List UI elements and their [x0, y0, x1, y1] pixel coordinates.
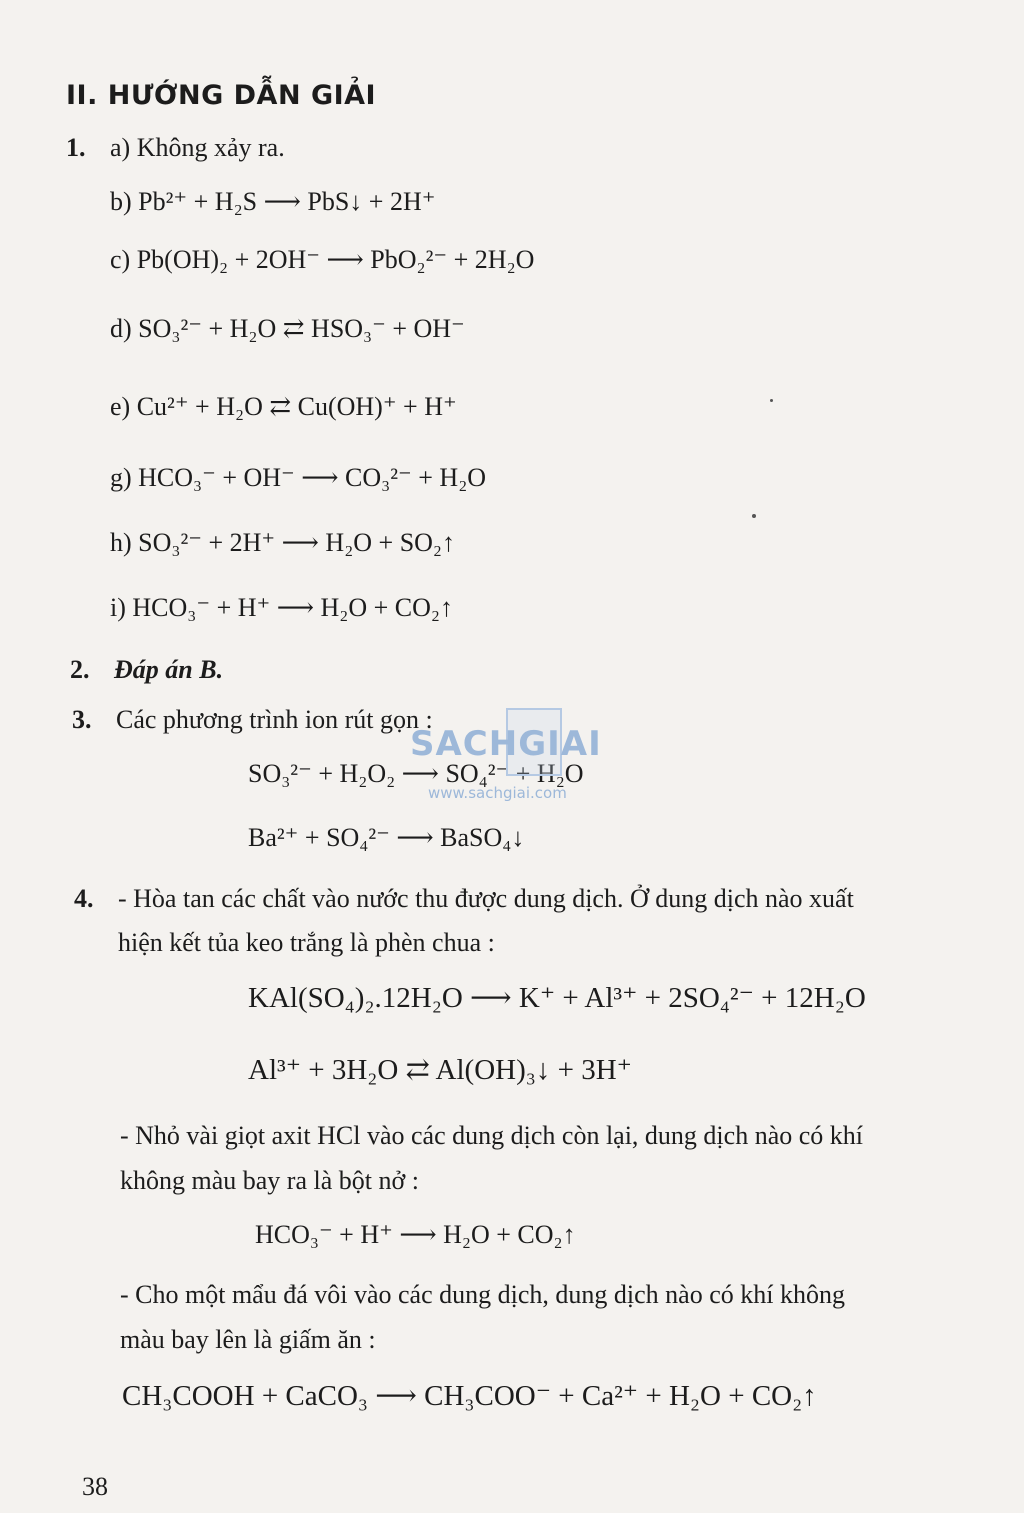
q3-intro: Các phương trình ion rút gọn :: [116, 705, 433, 734]
q1-part-c: c) Pb(OH)₂ + 2OH⁻ ⟶ PbO₂²⁻ + 2H₂O: [110, 245, 535, 274]
q4-equation-2: Al³⁺ + 3H₂O ⇄ Al(OH)₃↓ + 3H⁺: [248, 1054, 632, 1086]
q4-paragraph-2-line-1: - Nhỏ vài giọt axit HCl vào các dung dịch còn lại, dung dịch nào có khí: [120, 1121, 863, 1150]
q4-paragraph-1-line-2: hiện kết tủa keo trắng là phèn chua :: [118, 928, 495, 957]
page-number: 38: [82, 1472, 108, 1501]
q3-equation-2: Ba²⁺ + SO₄²⁻ ⟶ BaSO₄↓: [248, 823, 525, 852]
q4-number: 4.: [74, 884, 94, 913]
q4-paragraph-1-line-1: - Hòa tan các chất vào nước thu được dung dịch. Ở dung dịch nào xuất: [118, 884, 854, 913]
q2-answer: Đáp án B.: [114, 655, 224, 684]
watermark-url: www.sachgiai.com: [428, 784, 567, 802]
q1-part-b: b) Pb²⁺ + H₂S ⟶ PbS↓ + 2H⁺: [110, 187, 436, 216]
section-title: II. HƯỚNG DẪN GIẢI: [66, 80, 377, 111]
q1-part-e: e) Cu²⁺ + H₂O ⇄ Cu(OH)⁺ + H⁺: [110, 392, 457, 421]
print-speck: [770, 399, 773, 402]
q4-equation-3: HCO₃⁻ + H⁺ ⟶ H₂O + CO₂↑: [255, 1220, 576, 1249]
q1-number: 1.: [66, 133, 86, 162]
q3-number: 3.: [72, 705, 92, 734]
q1-part-d: d) SO₃²⁻ + H₂O ⇄ HSO₃⁻ + OH⁻: [110, 314, 465, 343]
q4-paragraph-3-line-1: - Cho một mẩu đá vôi vào các dung dịch, dung dịch nào có khí không: [120, 1280, 845, 1309]
q1-part-g: g) HCO₃⁻ + OH⁻ ⟶ CO₃²⁻ + H₂O: [110, 463, 487, 492]
q1-part-a: a) Không xảy ra.: [110, 133, 285, 162]
print-speck: [752, 514, 756, 518]
watermark-brand: SACHGIAI: [410, 724, 602, 764]
q4-paragraph-2-line-2: không màu bay ra là bột nở :: [120, 1166, 419, 1195]
q4-equation-1: KAl(SO₄)₂.12H₂O ⟶ K⁺ + Al³⁺ + 2SO₄²⁻ + 12H₂O: [248, 982, 866, 1014]
q4-equation-4: CH₃COOH + CaCO₃ ⟶ CH₃COO⁻ + Ca²⁺ + H₂O + CO₂↑: [122, 1380, 817, 1412]
q4-paragraph-3-line-2: màu bay lên là giấm ăn :: [120, 1325, 376, 1354]
q3-equation-1: SO₃²⁻ + H₂O₂ ⟶ SO₄²⁻ + H₂O: [248, 759, 584, 788]
q1-part-h: h) SO₃²⁻ + 2H⁺ ⟶ H₂O + SO₂↑: [110, 528, 455, 557]
q2-number: 2.: [70, 655, 90, 684]
q1-part-i: i) HCO₃⁻ + H⁺ ⟶ H₂O + CO₂↑: [110, 593, 453, 622]
watermark: [408, 708, 623, 803]
